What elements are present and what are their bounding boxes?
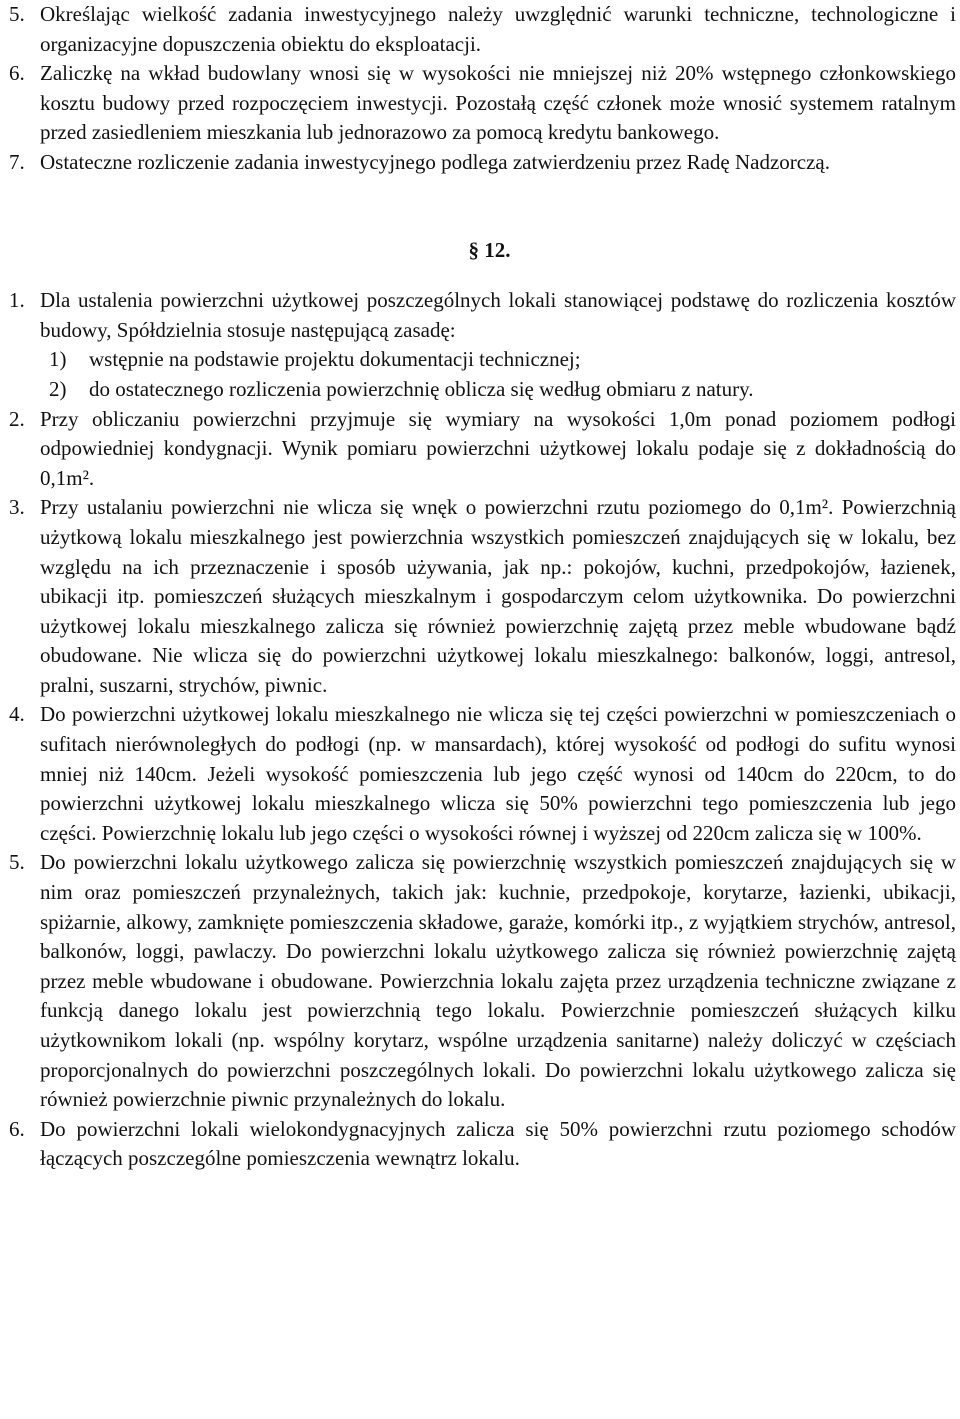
list-item: [9, 0, 956, 59]
list-item: [9, 148, 956, 178]
item-text: Dla ustalenia powierzchni użytkowej poszczególnych lokali stanowiącej podstawę do rozliczenia kosztów budowy, Spółdzielnia stosuje następującą zasadę:: [40, 288, 956, 342]
item-number: 6.: [9, 61, 25, 86]
list-item: [9, 59, 956, 148]
item-text: Do powierzchni użytkowej lokalu mieszkalnego nie wlicza się tej części powierzchni w pomieszczeniach o sufitach nierównoległych do podłogi (np. w mansardach), której wysokość od podłogi do sufitu wynosi mniej niż 140cm. Jeżeli wysokość pomieszczenia lub jego część wynosi od 140cm do 220cm, to do powierzchni użytkowej lokalu mieszkalnego wlicza się 50% powierzchni tego pomieszczenia lub jego części. Powierzchnię lokalu lub jego części o wysokości równej i wyższej od 220cm zalicza się w 100%.: [40, 702, 956, 845]
item-number: 5.: [9, 850, 25, 875]
item-text: Zaliczkę na wkład budowlany wnosi się w wysokości nie mniejszej niż 20% wstępnego członkowskiego kosztu budowy przed rozpoczęciem inwestycji. Pozostałą część członek może wnosić systemem ratalnym przed zasiedleniem mieszkania lub jednorazowo za pomocą kredytu bankowego.: [40, 61, 956, 145]
item-text: Określając wielkość zadania inwestycyjnego należy uwzględnić warunki techniczne, technologiczne i organizacyjne dopuszczenia obiektu do eksploatacji.: [40, 2, 956, 56]
item-number: 2.: [9, 406, 25, 431]
item-text: Przy ustalaniu powierzchni nie wlicza się wnęk o powierzchni rzutu poziomego do 0,1m². Powierzchnią użytkową lokalu mieszkalnego jest powierzchnia wszystkich pomieszczeń znajdujących się w lokalu, bez względu na ich przeznaczenie i sposób używania, jak np.: pokojów, kuchni, przedpokojów, łazienek, ubikacji itp. pomieszczeń służących mieszkalnym i gospodarczym celom użytkownika. Do powierzchni użytkowej lokalu mieszkalnego zalicza się również powierzchnię zajętą przez meble wbudowane bądź obudowane. Nie wlicza się do powierzchni użytkowej lokalu mieszkalnego: balkonów, loggi, antresol, pralni, suszarni, strychów, piwnic.: [40, 495, 956, 697]
item-number: 3.: [9, 495, 25, 520]
item-text: Ostateczne rozliczenie zadania inwestycyjnego podlega zatwierdzeniu przez Radę Nadzorczą.: [40, 149, 830, 174]
sub-item-number: 1): [49, 347, 67, 372]
item-text: Przy obliczaniu powierzchni przyjmuje się wymiary na wysokości 1,0m ponad poziomem podłogi odpowiedniej kondygnacji. Wynik pomiaru powierzchni użytkowej lokalu podaje się z dokładnością do 0,1m².: [40, 406, 956, 490]
item-number: 5.: [9, 2, 25, 26]
list-item: [9, 700, 956, 848]
list-item: [9, 286, 956, 345]
sub-item-number: 2): [49, 376, 67, 401]
item-number: 6.: [9, 1116, 25, 1141]
item-text: Do powierzchni lokali wielokondygnacyjnych zalicza się 50% powierzchni rzutu poziomego schodów łączących poszczególne pomieszczenia wewnątrz lokalu.: [40, 1116, 956, 1171]
item-number: 7.: [9, 149, 25, 174]
item-text: Do powierzchni lokalu użytkowego zalicza się powierzchnię wszystkich pomieszczeń znajdujących się w nim oraz pomieszczeń przynależnych, takich jak: kuchnie, przedpokoje, korytarze, łazienki, ubikacji, spiżarnie, alkowy, zamknięte pomieszczenia składowe, garaże, komórki itp., z wyjątkiem strychów, antresol, balkonów, loggi, pawlaczy. Do powierzchni lokalu użytkowego zalicza się również powierzchnię zajętą przez meble wbudowane i obudowane. Powierzchnia lokalu zajęta przez urządzenia techniczne związane z funkcją danego lokalu jest powierzchnią tego lokalu. Powierzchnie pomieszczeń służących kilku użytkownikom lokali (np. wspólny korytarz, wspólne urządzenia sanitarne) należy doliczyć w częściach proporcjonalnych do powierzchni poszczególnych lokali. Do powierzchni lokalu użytkowego zalicza się również powierzchnie piwnic przynależnych do lokalu.: [40, 850, 956, 1112]
list-item: [9, 848, 956, 1114]
section-heading: § 12.: [468, 237, 511, 262]
item-number: 1.: [9, 288, 25, 313]
sub-item-text: do ostatecznego rozliczenia powierzchnię oblicza się według obmiaru z natury.: [89, 376, 754, 401]
item-number: 4.: [9, 702, 25, 727]
list-item: [9, 493, 956, 700]
sub-list-item: [9, 375, 956, 405]
sub-item-text: wstępnie na podstawie projektu dokumentacji technicznej;: [89, 347, 581, 372]
list-item: [9, 405, 956, 494]
sub-list-item: [9, 345, 956, 375]
list-item: [9, 1115, 956, 1174]
